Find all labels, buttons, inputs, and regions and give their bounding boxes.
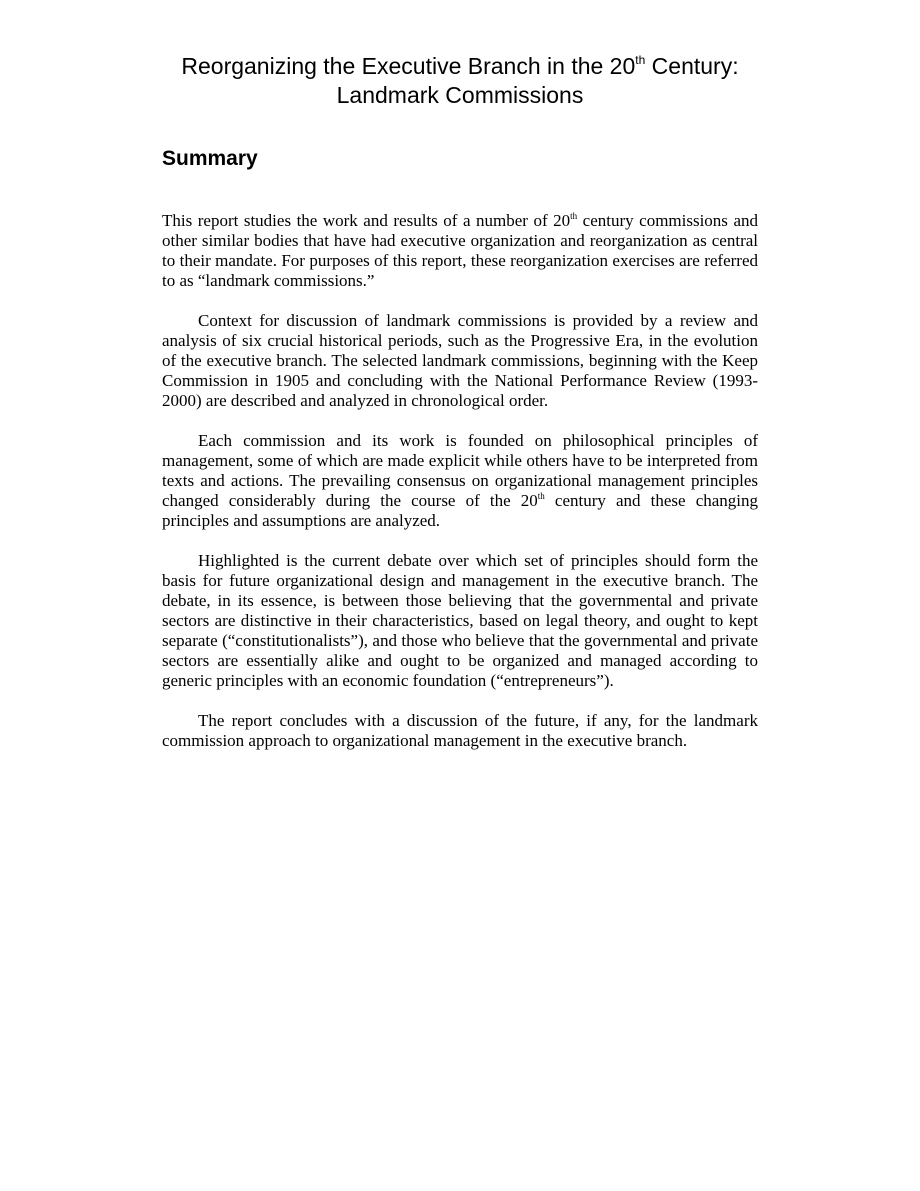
paragraph-4: Highlighted is the current debate over which set of principles should form the basis for future organizational design and management in the executive branch. The debate, in its essence, is between those believing that the governmental and private sectors are distinctive in their characteristics, based on legal theory, and ought to kept separate (“constitutionalists”), and those who believe that the governmental and private sectors are essentially alike and ought to be organized and managed according to generic principles with an economic foundation (“entrepreneurs”).: [162, 551, 758, 690]
section-heading: Summary: [162, 147, 258, 170]
paragraph-3-text-start: Each commission and its work is founded on philosophical principles of management, some of which are made explicit while others have to be interpreted from texts and actions. The prevailing consensus on organizational management principles changed considerably during the course of the 20: [162, 431, 758, 510]
title-text-start: Reorganizing the Executive Branch in the 20: [181, 53, 636, 79]
summary-body: [162, 211, 758, 771]
paragraph-1-text-end: century commissions and other similar bodies that have had executive organization and reorganization as central to their mandate. For purposes of this report, these reorganization exercises are referred to as “landmark commissions.”: [162, 211, 758, 290]
paragraph-3: [162, 431, 758, 531]
title-superscript: th: [635, 53, 646, 67]
paragraph-5: The report concludes with a discussion of the future, if any, for the landmark commission approach to organizational management in the executive branch.: [162, 711, 758, 750]
title-line-1: [181, 53, 738, 79]
paragraph-1-text-start: This report studies the work and results of a number of 20: [162, 211, 571, 230]
title-text-end: Century:: [645, 53, 739, 79]
paragraph-2: Context for discussion of landmark commissions is provided by a review and analysis of six crucial historical periods, such as the Progressive Era, in the evolution of the executive branch. The selected landmark commissions, beginning with the Keep Commission in 1905 and concluding with the National Performance Review (1993-2000) are described and analyzed in chronological order.: [162, 311, 758, 410]
paragraph-3-superscript: th: [537, 491, 545, 501]
paragraph-1-superscript: th: [570, 211, 578, 221]
title-line-2: Landmark Commissions: [336, 82, 584, 108]
paragraph-1: [162, 211, 758, 291]
paragraph-3-text-end: century and these changing principles and assumptions are analyzed.: [162, 491, 759, 530]
page-title: [100, 52, 820, 110]
